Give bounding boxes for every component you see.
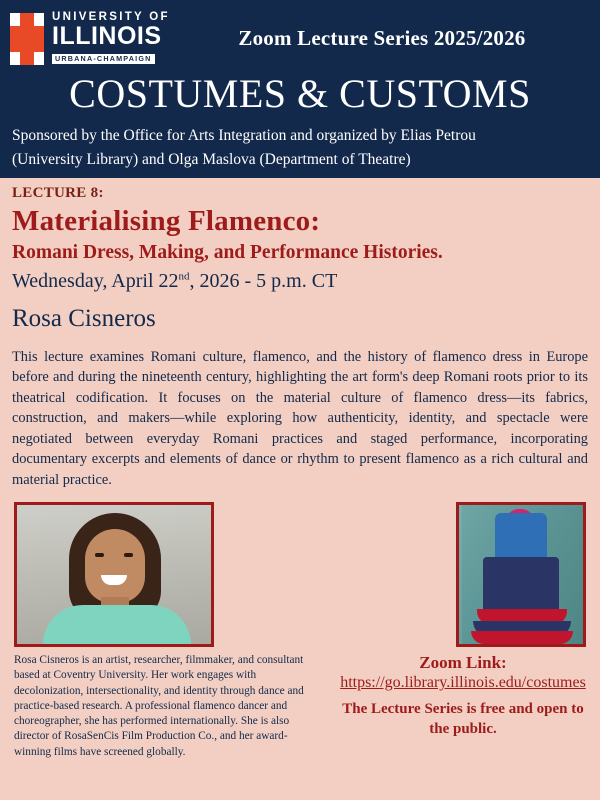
dress-bodice: [495, 513, 547, 559]
poster-main-title: COSTUMES & CUSTOMS: [69, 70, 531, 116]
date-prefix: Wednesday, April 22: [12, 270, 179, 292]
series-title: Zoom Lecture Series 2025/2026: [238, 26, 526, 50]
university-logo: [10, 8, 170, 66]
poster-header: [0, 0, 600, 178]
portrait-eye-left: [95, 553, 104, 557]
date-rest: , 2026 - 5 p.m. CT: [189, 270, 338, 292]
bottom-row: [0, 647, 600, 760]
block-i-icon: [10, 13, 44, 65]
lecture-number: LECTURE 8:: [12, 185, 104, 201]
dress-photo: [456, 502, 586, 647]
sponsor-line-1: Sponsored by the Office for Arts Integration and organized by Elias Petrou: [12, 126, 476, 144]
dress-frill-3: [471, 631, 573, 644]
poster-body: [0, 178, 600, 490]
logo-illinois-line: ILLINOIS: [52, 21, 162, 50]
zoom-note: The Lecture Series is free and open to the public.: [342, 701, 584, 737]
zoom-link[interactable]: https://go.library.illinois.edu/costumes: [340, 674, 586, 692]
sponsor-line-2: (University Library) and Olga Maslova (Department of Theatre): [12, 151, 411, 168]
logo-text: [52, 12, 170, 66]
speaker-bio: Rosa Cisneros is an artist, researcher, filmmaker, and consultant based at Coventry University. Her work engages with decolonization, intersectionality, and identity through dance and practice-based research. A professional flamenco dancer and choreographer, she has performed internationally. She is also director of RosaSenCis Film Production Co., and her award-winning films have screened globally.: [14, 654, 304, 758]
portrait-sweater: [43, 605, 191, 647]
speaker-name: Rosa Cisneros: [12, 305, 156, 332]
logo-campus-line: URBANA-CHAMPAIGN: [52, 54, 155, 63]
date-ordinal: nd: [178, 270, 190, 283]
logo-university-line: UNIVERSITY OF: [52, 11, 170, 23]
zoom-info: [340, 653, 586, 760]
lecture-abstract: This lecture examines Romani culture, flamenco, and the history of flamenco dress in Europe before and during the nineteenth century, highlighting the art form's deep Romani roots prior to its theatrical codification. It focuses on the material culture of flamenco dress—its fabrics, construction, and makers—while exploring how authenticity, identity, and spectacle were negotiated between everyday Romani practices and staged performance, incorporating documentary excerpts and elements of dance or rhythm to present flamenco as a rich cultural and material practice.: [12, 349, 588, 488]
portrait-eye-right: [124, 553, 133, 557]
lecture-title: Materialising Flamenco:: [12, 205, 321, 237]
lecture-subtitle: Romani Dress, Making, and Performance Histories.: [12, 242, 443, 263]
portrait-face: [85, 529, 145, 603]
lecture-datetime: [12, 270, 588, 293]
speaker-photo: [14, 502, 214, 647]
header-top-row: [10, 8, 590, 66]
images-row: [0, 502, 600, 647]
zoom-link-label: Zoom Link:: [419, 653, 507, 673]
